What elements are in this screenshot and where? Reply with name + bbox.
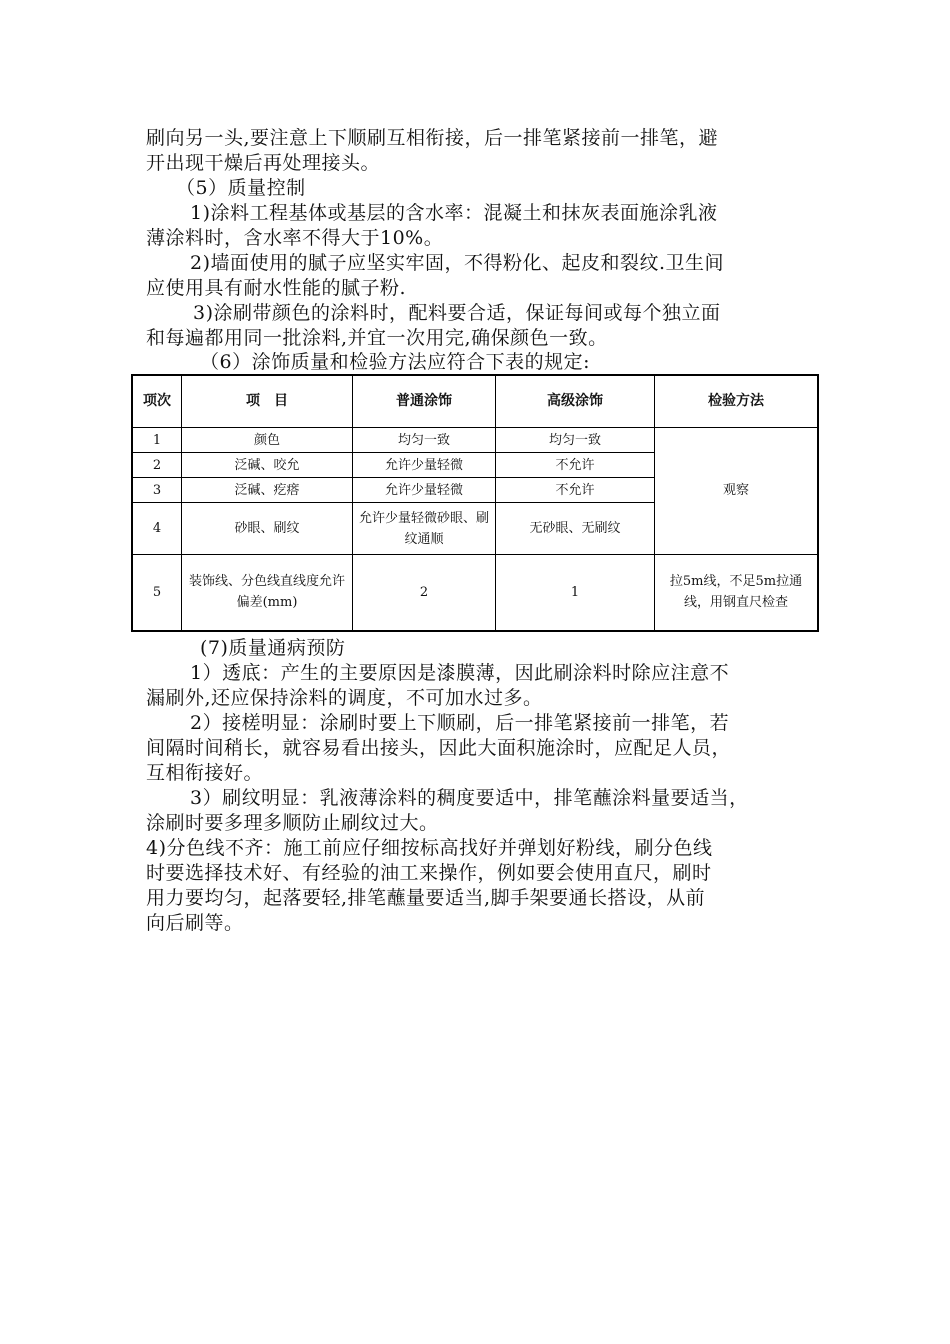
paragraph-line: 向后刷等。	[146, 912, 244, 934]
table-row	[132, 554, 818, 631]
paragraph-line: 薄涂料时，含水率不得大于10%。	[146, 227, 444, 249]
paragraph-line: 间隔时间稍长，就容易看出接头，因此大面积施涂时，应配足人员，	[146, 737, 732, 759]
header-normal-finish: 普通涂饰	[353, 375, 496, 427]
table-header-row	[132, 375, 818, 427]
cell-normal: 均匀一致	[353, 427, 496, 452]
paragraph-line: 1)涂料工程基体或基层的含水率：混凝土和抹灰表面施涂乳液	[190, 202, 718, 224]
paragraph-line: 1）透底：产生的主要原因是漆膜薄，因此刷涂料时除应注意不	[190, 662, 730, 684]
section-heading-6: （6）涂饰质量和检验方法应符合下表的规定:	[200, 351, 590, 373]
paragraph-line: 涂刷时要多理多顺防止刷纹过大。	[146, 812, 439, 834]
cell-normal: 允许少量轻微	[353, 478, 496, 503]
cell-normal: 允许少量轻微	[353, 453, 496, 478]
paragraph-line: 和每遍都用同一批涂料,并宜一次用完,确保颜色一致。	[146, 327, 608, 349]
paragraph-line: 3)涂刷带颜色的涂料时，配料要合适，保证每间或每个独立面	[193, 302, 721, 324]
cell-normal: 2	[353, 554, 496, 631]
cell-method: 拉5m线，不足5m拉通线，用钢直尺检查	[655, 554, 819, 631]
cell-item: 泛碱、疙瘩	[182, 478, 353, 503]
cell-advanced: 均匀一致	[496, 427, 655, 452]
paragraph-line: 互相衔接好。	[146, 762, 264, 784]
paragraph-line: 2）接槎明显：涂刷时要上下顺刷，后一排笔紧接前一排笔，若	[190, 712, 730, 734]
section-heading-5: （5）质量控制	[176, 177, 306, 199]
cell-no: 5	[132, 554, 182, 631]
header-item-no: 项次	[132, 375, 182, 427]
cell-advanced: 不允许	[496, 453, 655, 478]
section-heading-7: (7)质量通病预防	[200, 637, 346, 659]
cell-advanced: 1	[496, 554, 655, 631]
cell-normal: 允许少量轻微砂眼、刷纹通顺	[353, 503, 496, 554]
paragraph-line: 4)分色线不齐：施工前应仔细按标高找好并弹划好粉线，刷分色线	[146, 837, 713, 859]
cell-no: 1	[132, 427, 182, 452]
paragraph-line: 应使用具有耐水性能的腻子粉.	[146, 277, 407, 299]
cell-item: 装饰线、分色线直线度允许偏差(mm)	[182, 554, 353, 631]
cell-item: 砂眼、刷纹	[182, 503, 353, 554]
cell-advanced: 无砂眼、无刷纹	[496, 503, 655, 554]
paragraph-line: 开出现干燥后再处理接头。	[146, 152, 381, 174]
cell-no: 4	[132, 503, 182, 554]
paragraph-line: 3）刷纹明显：乳液薄涂料的稠度要适中，排笔蘸涂料量要适当，	[190, 787, 749, 809]
cell-item: 泛碱、咬允	[182, 453, 353, 478]
paragraph-line: 用力要均匀，起落要轻,排笔蘸量要适当,脚手架要通长搭设，从前	[146, 887, 706, 909]
cell-advanced: 不允许	[496, 478, 655, 503]
header-method: 检验方法	[655, 375, 819, 427]
quality-inspection-table	[131, 374, 819, 632]
paragraph-line: 时要选择技术好、有经验的油工来操作，例如要会使用直尺，刷时	[146, 862, 712, 884]
cell-no: 3	[132, 478, 182, 503]
header-item: 项 目	[182, 375, 353, 427]
table-row	[132, 427, 818, 452]
paragraph-line: 2)墙面使用的腻子应坚实牢固，不得粉化、起皮和裂纹.卫生间	[190, 252, 725, 274]
paragraph-line: 刷向另一头,要注意上下顺刷互相衔接，后一排笔紧接前一排笔，避	[146, 127, 719, 149]
cell-no: 2	[132, 453, 182, 478]
cell-method-merged: 观察	[655, 427, 819, 554]
cell-item: 颜色	[182, 427, 353, 452]
paragraph-line: 漏刷外,还应保持涂料的调度，不可加水过多。	[146, 687, 543, 709]
header-advanced-finish: 高级涂饰	[496, 375, 655, 427]
